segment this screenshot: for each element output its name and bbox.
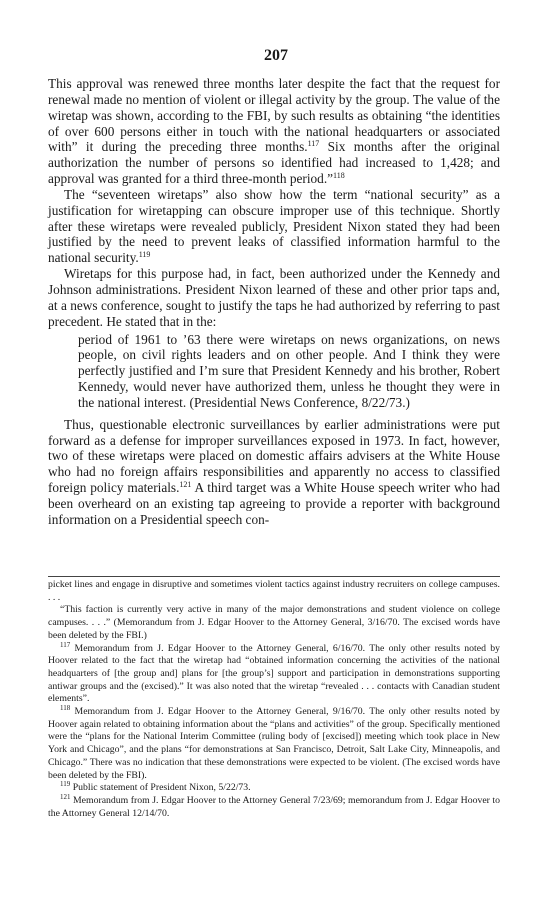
paragraph-approval-renewed bbox=[48, 76, 500, 187]
footnote-117 bbox=[48, 640, 500, 707]
footnote-ref-118: 118 bbox=[333, 171, 345, 181]
footnote-number: 118 bbox=[60, 704, 71, 713]
footnote-number: 117 bbox=[60, 640, 71, 649]
footnote-ref-121: 121 bbox=[179, 480, 192, 490]
footnote-ref-117: 117 bbox=[307, 139, 320, 149]
footnote-text: picket lines and engage in disruptive and sometimes violent tactics against industry recruiters on college campuses. . . . bbox=[48, 579, 500, 603]
footnote-continuation-quote bbox=[48, 604, 500, 642]
block-quote-news-conference bbox=[78, 332, 500, 411]
paragraph-questionable-surveillances bbox=[48, 417, 500, 528]
footnote-continuation bbox=[48, 579, 500, 604]
footnote-ref-119: 119 bbox=[138, 250, 151, 260]
page-number: 207 bbox=[264, 47, 288, 64]
footnote-text: Memorandum from J. Edgar Hoover to the Attorney General, 9/16/70. The only other results noted by Hoover again related to obtaining information about the “plans and activities” of the group. Specifically mentioned were the “plans for the National Interim Committee (ruling body of [excised]) meeting which took place in New York and Chicago”, and the plans “for demonstrations at San Francisco, Detroit, Salt Lake City, Minneapolis, and Chicago.” There was no indication that these demonstrations were expected to be violent. (The excised words have been deleted by the FBI). bbox=[48, 706, 500, 781]
paragraph-seventeen-wiretaps bbox=[48, 187, 500, 266]
footnote-number: 119 bbox=[60, 780, 71, 789]
paragraph-text: Wiretaps for this purpose had, in fact, been authorized under the Kennedy and Johnson administrations. President Nixon learned of these and other prior taps and, at a news conference, sought to justify the taps he had authorized by referring to past precedent. He stated that in the: bbox=[48, 266, 500, 329]
paragraph-text-continued: Six months after the original authorization the number of persons so identified had increased to 1,428; and approval was granted for a third three-month period.” bbox=[48, 139, 500, 187]
paragraph-text-continued: A third target was a White House speech writer who had been overheard on an existing tap agreeing to provide a reporter with background information on a Presidential speech con- bbox=[48, 480, 500, 527]
paragraph-text: Thus, questionable electronic surveillances by earlier administrations were put forward as a defense for improper surveillances exposed in 1973. In fact, however, two of these wiretaps were placed on domestic affairs advisers at the White House who had no foreign affairs responsibilities and apparently no access to classified foreign policy materials. bbox=[48, 416, 500, 496]
footnote-text: “This faction is currently very active in many of the major demonstrations and student violence on college campuses. . . .” (Memorandum from J. Edgar Hoover to the Attorney General, 3/16/70. The excised words have been deleted by the FBI.) bbox=[48, 604, 500, 641]
paragraph-text: The “seventeen wiretaps” also show how the term “national security” as a justification for wiretapping can obscure improper use of this technique. Shortly after these wiretaps were revealed publicly, President Nixon stated they had been justified by the need to prevent leaks of classified information harmful to the national security. bbox=[48, 186, 500, 266]
footnote-121 bbox=[48, 792, 500, 820]
footnotes-section bbox=[48, 576, 500, 820]
footnote-number: 121 bbox=[60, 792, 71, 801]
quote-text: period of 1961 to ’63 there were wiretaps on news organizations, on news people, on civil rights leaders and on other people. And I think they were perfectly justified and I’m sure that President Kennedy and his brother, Robert Kennedy, would never have authorized them, unless he thought they were in the national interest. (Presidential News Conference, 8/22/73.) bbox=[78, 331, 500, 410]
footnote-119 bbox=[48, 782, 500, 795]
footnote-118 bbox=[48, 706, 500, 782]
footnote-text: Public statement of President Nixon, 5/22/73. bbox=[70, 782, 251, 794]
footnote-text: Memorandum from J. Edgar Hoover to the Attorney General, 6/16/70. The only other results noted by Hoover related to the fact that the wiretap had “obtained information concerning the activities of the national headquarters of [the group and] plans for [the group’s] support and participation in demonstrations supporting antiwar groups and the (excised).” It was also noted that the wiretap “revealed . . . contacts with Canadian student elements”. bbox=[48, 642, 500, 705]
body-text bbox=[48, 76, 500, 528]
paragraph-text: This approval was renewed three months later despite the fact that the request for renewal made no mention of violent or illegal activity by the group. The value of the wiretap was shown, according to the FBI, by such results as obtaining “the identities of over 600 persons either in touch with the national headquarters or associated with” it during the preceding three months. bbox=[48, 76, 500, 155]
paragraph-kennedy-johnson bbox=[48, 266, 500, 329]
footnote-text: Memorandum from J. Edgar Hoover to the Attorney General 7/23/69; memorandum from J. Edgar Hoover to the Attorney General 12/14/70. bbox=[48, 794, 500, 819]
